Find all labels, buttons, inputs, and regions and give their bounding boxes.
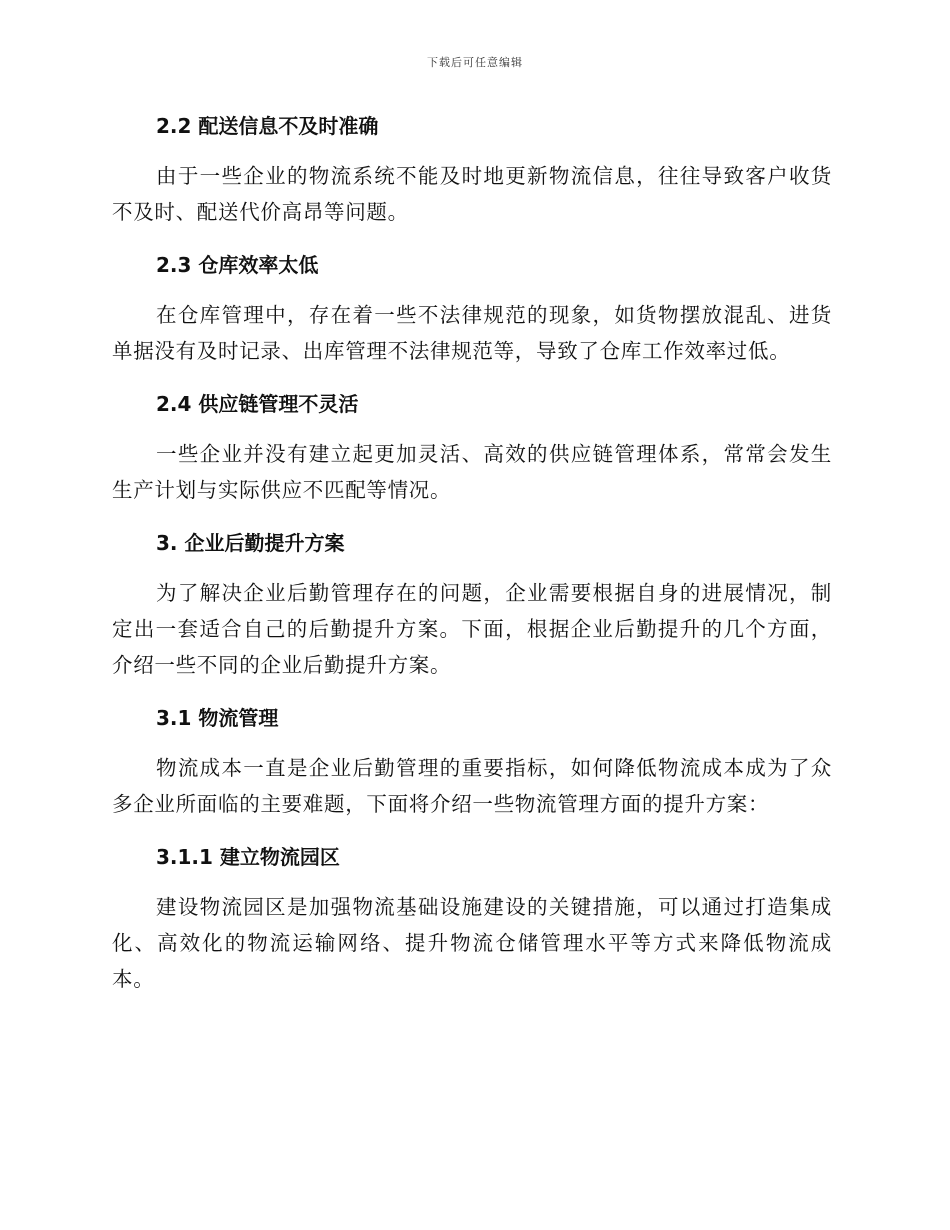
page-header: 下载后可任意编辑 [427,56,523,69]
section-paragraph-3-1-1: 建设物流园区是加强物流基础设施建设的关键措施，可以通过打造集成化、高效化的物流运输网络、提升物流仓储管理水平等方式来降低物流成本。 [112,895,832,991]
section-paragraph-2-3: 在仓库管理中，存在着一些不法律规范的现象，如货物摆放混乱、进货单据没有及时记录、出库管理不法律规范等，导致了仓库工作效率过低。 [112,303,832,363]
section-heading-2-3: 2.3 仓库效率太低 [156,253,319,277]
section-paragraph-3-1: 物流成本一直是企业后勤管理的重要指标，如何降低物流成本成为了众多企业所面临的主要难题，下面将介绍一些物流管理方面的提升方案： [112,756,832,816]
section-heading-3-1-1: 3.1.1 建立物流园区 [156,845,340,869]
section-paragraph-2-4: 一些企业并没有建立起更加灵活、高效的供应链管理体系，常常会发生生产计划与实际供应不匹配等情况。 [112,442,832,502]
section-heading-2-2: 2.2 配送信息不及时准确 [156,114,379,138]
section-heading-3: 3. 企业后勤提升方案 [156,531,345,555]
section-heading-2-4: 2.4 供应链管理不灵活 [156,392,359,416]
document-body [112,108,832,1014]
section-paragraph-3: 为了解决企业后勤管理存在的问题，企业需要根据自身的进展情况，制定出一套适合自己的后勤提升方案。下面，根据企业后勤提升的几个方面，介绍一些不同的企业后勤提升方案。 [112,581,832,677]
section-heading-3-1: 3.1 物流管理 [156,706,279,730]
section-paragraph-2-2: 由于一些企业的物流系统不能及时地更新物流信息，往往导致客户收货不及时、配送代价高昂等问题。 [112,164,832,224]
